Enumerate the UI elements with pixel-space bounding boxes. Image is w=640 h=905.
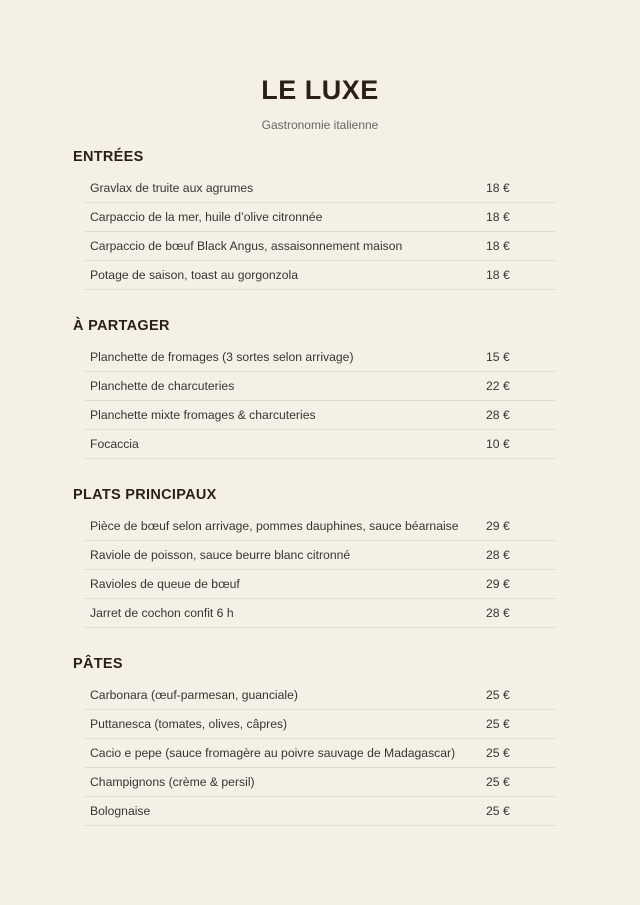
section-pates xyxy=(0,647,640,826)
item-name: Bolognaise xyxy=(90,804,151,818)
menu-item xyxy=(84,512,556,541)
item-price: 18 € xyxy=(486,268,510,282)
section-items xyxy=(84,512,556,628)
item-name: Planchette mixte fromages & charcuteries xyxy=(90,408,316,422)
item-price: 25 € xyxy=(486,804,510,818)
menu-item xyxy=(84,599,556,628)
menu-item xyxy=(84,232,556,261)
item-price: 25 € xyxy=(486,775,510,789)
item-name: Champignons (crème & persil) xyxy=(90,775,255,789)
menu-item xyxy=(84,768,556,797)
item-name: Carpaccio de la mer, huile d’olive citronnée xyxy=(90,210,323,224)
item-price: 18 € xyxy=(486,181,510,195)
section-entrees xyxy=(0,140,640,290)
restaurant-title: LE LUXE xyxy=(261,75,379,105)
item-name: Potage de saison, toast au gorgonzola xyxy=(90,268,299,282)
menu-item xyxy=(84,681,556,710)
menu-sections xyxy=(0,140,640,845)
item-price: 18 € xyxy=(486,210,510,224)
menu-item xyxy=(84,570,556,599)
item-name: Cacio e pepe (sauce fromagère au poivre sauvage de Madagascar) xyxy=(90,746,456,760)
section-items xyxy=(84,681,556,826)
restaurant-subtitle: Gastronomie italienne xyxy=(261,118,379,132)
menu-item xyxy=(84,372,556,401)
item-name: Planchette de charcuteries xyxy=(90,379,235,393)
menu-item xyxy=(84,203,556,232)
menu-header xyxy=(0,0,640,132)
section-title: ENTRÉES xyxy=(73,149,144,165)
item-price: 28 € xyxy=(486,408,510,422)
menu-item xyxy=(84,261,556,290)
item-price: 25 € xyxy=(486,717,510,731)
menu-item xyxy=(84,430,556,459)
section-title: PLATS PRINCIPAUX xyxy=(73,487,217,503)
item-price: 29 € xyxy=(486,577,510,591)
section-a-partager xyxy=(0,309,640,459)
item-name: Focaccia xyxy=(90,437,139,451)
item-name: Gravlax de truite aux agrumes xyxy=(90,181,254,195)
item-price: 15 € xyxy=(486,350,510,364)
menu-item xyxy=(84,401,556,430)
menu-item xyxy=(84,343,556,372)
menu-item xyxy=(84,541,556,570)
menu-item xyxy=(84,797,556,826)
item-name: Pièce de bœuf selon arrivage, pommes dauphines, sauce béarnaise xyxy=(90,519,459,533)
section-title: PÂTES xyxy=(73,656,123,672)
item-price: 28 € xyxy=(486,548,510,562)
section-title: À PARTAGER xyxy=(73,318,170,334)
item-price: 22 € xyxy=(486,379,510,393)
item-price: 28 € xyxy=(486,606,510,620)
item-name: Ravioles de queue de bœuf xyxy=(90,577,240,591)
item-name: Carbonara (œuf-parmesan, guanciale) xyxy=(90,688,298,702)
item-price: 29 € xyxy=(486,519,510,533)
menu-item xyxy=(84,174,556,203)
section-items xyxy=(84,343,556,459)
item-name: Puttanesca (tomates, olives, câpres) xyxy=(90,717,288,731)
item-price: 25 € xyxy=(486,746,510,760)
item-price: 18 € xyxy=(486,239,510,253)
item-price: 25 € xyxy=(486,688,510,702)
section-plats-principaux xyxy=(0,478,640,628)
section-items xyxy=(84,174,556,290)
item-name: Raviole de poisson, sauce beurre blanc citronné xyxy=(90,548,351,562)
item-name: Jarret de cochon confit 6 h xyxy=(90,606,234,620)
item-price: 10 € xyxy=(486,437,510,451)
menu-item xyxy=(84,710,556,739)
item-name: Planchette de fromages (3 sortes selon arrivage) xyxy=(90,350,354,364)
item-name: Carpaccio de bœuf Black Angus, assaisonnement maison xyxy=(90,239,403,253)
menu-item xyxy=(84,739,556,768)
